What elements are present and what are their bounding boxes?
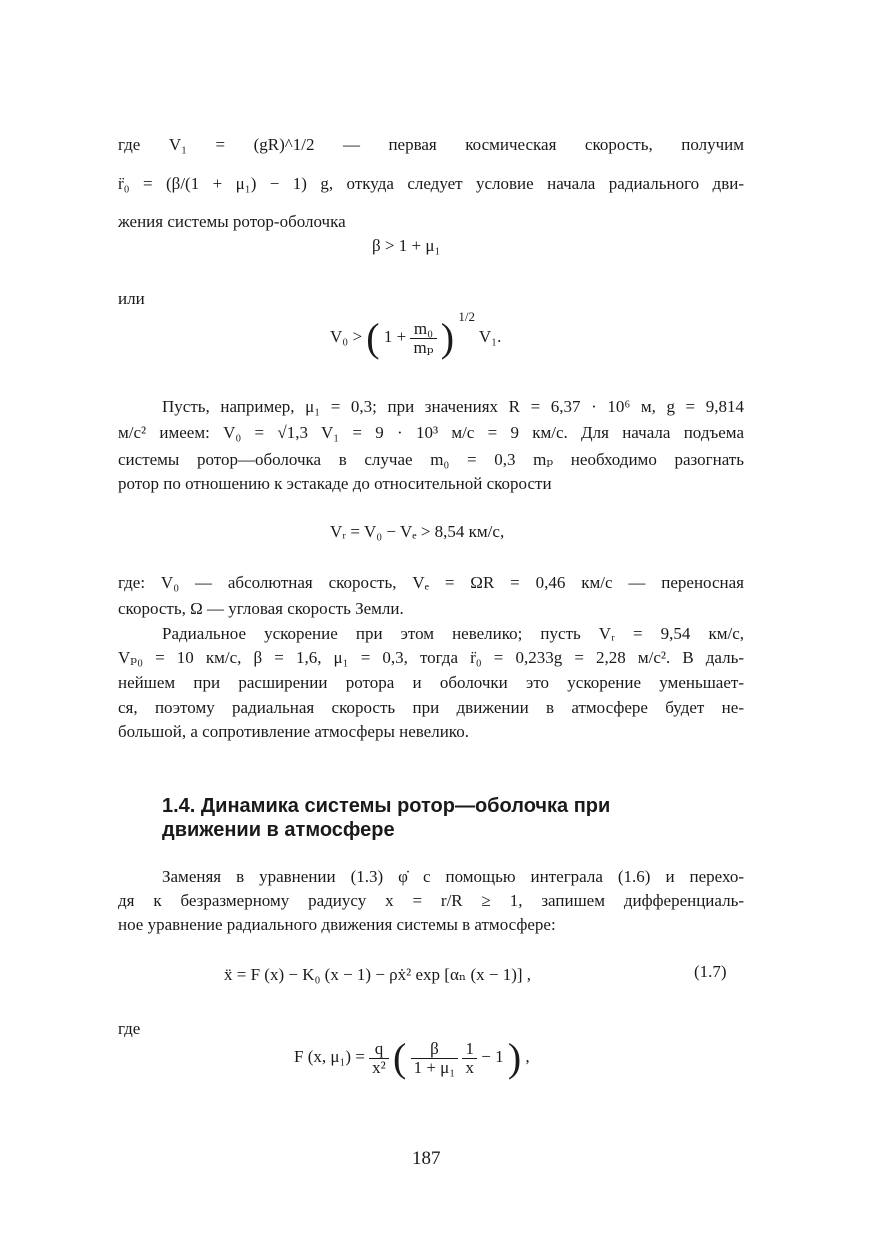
exponent: 1/2 [458, 309, 475, 325]
text-line: где V₁ = (gR)^1/2 — первая космическая скорость, получим [118, 135, 744, 154]
mass-fraction [410, 320, 436, 357]
frac-denominator: x [465, 1057, 474, 1077]
text-line: м/с² имеем: V₀ = √1,3 V₁ = 9 · 10³ м/с = 9 км/с. Для начала подъема [118, 423, 744, 442]
text-line: скорость, Ω — угловая скорость Земли. [118, 599, 404, 618]
f-tail: − 1 [481, 1046, 504, 1066]
text-line: ное уравнение радиального движения системы в атмосфере: [118, 915, 556, 934]
right-paren: ) [440, 315, 455, 360]
frac-numerator: m₀ [410, 320, 436, 339]
frac-numerator: 1 [462, 1040, 477, 1059]
text-line: Vₚ₀ = 10 км/с, β = 1,6, μ₁ = 0,3, тогда r̈₀ = 0,233g = 2,28 м/с². В даль- [118, 648, 744, 667]
left-paren: ( [366, 315, 380, 360]
q-over-x2 [369, 1040, 389, 1077]
section-heading-line1: 1.4. Динамика системы ротор—оболочка при [162, 795, 611, 817]
eq-inner-prefix: 1 + [383, 326, 407, 346]
section-heading-line2: движении в атмосфере [162, 819, 395, 841]
f-left: F (x, μ₁) = [294, 1046, 365, 1066]
text-line: ся, поэтому радиальная скорость при движении в атмосфере будет не- [118, 698, 744, 717]
text-line: Заменяя в уравнении (1.3) φ̇ с помощью интеграла (1.6) и перехо- [162, 867, 744, 886]
eq-left: V₀ > [330, 326, 363, 346]
equation-v0-condition [330, 309, 502, 360]
beta-fraction [411, 1040, 459, 1077]
text-line: большой, а сопротивление атмосферы невелико. [118, 722, 469, 741]
text-line: где [118, 1019, 141, 1038]
right-paren: ) [507, 1035, 522, 1080]
f-end: , [525, 1046, 530, 1066]
text-line: Радиальное ускорение при этом невелико; пусть Vᵣ = 9,54 км/с, [162, 624, 744, 643]
equation-number: (1.7) [694, 962, 727, 981]
frac-denominator: x² [372, 1057, 386, 1077]
text-line: или [118, 289, 145, 308]
equation-f-function [294, 1035, 530, 1080]
frac-denominator: mₚ [413, 337, 434, 357]
frac-denominator: 1 + μ₁ [413, 1057, 456, 1077]
equation-vr: Vᵣ = V₀ − Vₑ > 8,54 км/с, [330, 522, 505, 541]
left-paren: ( [393, 1035, 407, 1080]
text-line: нейшем при расширении ротора и оболочки это ускорение уменьшает- [118, 673, 744, 692]
text-line: ротор по отношению к эстакаде до относительной скорости [118, 474, 552, 493]
eq-right: V₁. [478, 326, 502, 346]
text-line: Пусть, например, μ₁ = 0,3; при значениях R = 6,37 · 10⁶ м, g = 9,814 [162, 397, 744, 416]
equation-condition: β > 1 + μ₁ [372, 236, 441, 255]
text-line: где: V₀ — абсолютная скорость, Vₑ = ΩR = 0,46 км/с — переносная [118, 573, 744, 592]
text-line: жения системы ротор-оболочка [118, 212, 346, 231]
text-line: r̈₀ = (β/(1 + μ₁) − 1) g, откуда следует условие начала радиального дви- [118, 174, 744, 193]
page-number: 187 [412, 1148, 441, 1169]
text-line: дя к безразмерному радиусу x = r/R ≥ 1, запишем дифференциаль- [118, 891, 744, 910]
equation-1-7: ẍ = F (x) − K₀ (x − 1) − ρẋ² exp [αₙ (x − 1)] , [224, 965, 532, 984]
frac-numerator: β [411, 1040, 459, 1059]
frac-numerator: q [369, 1040, 389, 1059]
one-over-x [462, 1040, 477, 1077]
text-line: системы ротор—оболочка в случае m₀ = 0,3 mₚ необходимо разогнать [118, 450, 744, 469]
